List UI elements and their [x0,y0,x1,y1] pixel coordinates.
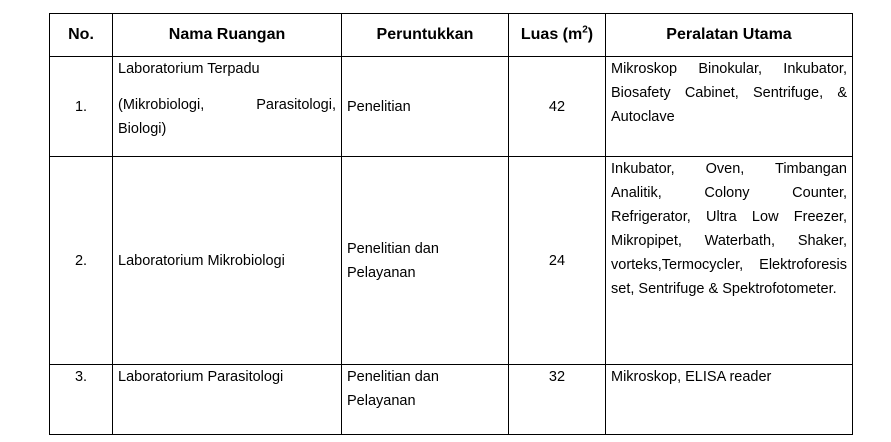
header-nama-ruangan: Nama Ruangan [113,14,342,57]
header-peruntukkan: Peruntukkan [342,14,509,57]
row-luas: 42 [509,57,606,157]
rooms-table [49,13,853,435]
row-luas: 24 [509,157,606,365]
table-row [50,157,853,365]
header-no: No. [50,14,113,57]
row-peruntukkan: Penelitian dan Pelayanan [342,157,509,365]
row-nama-ruangan [113,57,342,157]
header-peralatan: Peralatan Utama [606,14,853,57]
header-luas-close: ) [587,26,594,43]
row-peralatan: Mikroskop Binokular, Inkubator, Biosafety Cabinet, Sentrifuge, & Autoclave [606,57,853,157]
row-no: 3. [50,365,113,435]
row-peralatan: Inkubator, Oven, Timbangan Analitik, Colony Counter, Refrigerator, Ultra Low Freezer, Mikropipet, Waterbath, Shaker, vorteks,Termocycler, Elektroforesis set, Sentrifuge & Spektrofotometer. [606,157,853,365]
row-nama-line2: (Mikrobiologi, Parasitologi, Biologi) [118,97,336,137]
row-no: 1. [50,57,113,157]
row-nama-ruangan: Laboratorium Mikrobiologi [113,157,342,365]
row-peruntukkan: Penelitian [342,57,509,157]
header-luas-superscript: 2 [582,24,588,36]
row-nama-ruangan: Laboratorium Parasitologi [113,365,342,435]
table-row [50,57,853,157]
header-luas [509,14,606,57]
row-peralatan: Mikroskop, ELISA reader [606,365,853,435]
header-luas-text: Luas (m [520,26,583,43]
row-peruntukkan: Penelitian dan Pelayanan [342,365,509,435]
row-no: 2. [50,157,113,365]
row-nama-line1: Laboratorium Terpadu [118,61,260,77]
table-row [50,365,853,435]
row-luas: 32 [509,365,606,435]
header-row [50,14,853,57]
